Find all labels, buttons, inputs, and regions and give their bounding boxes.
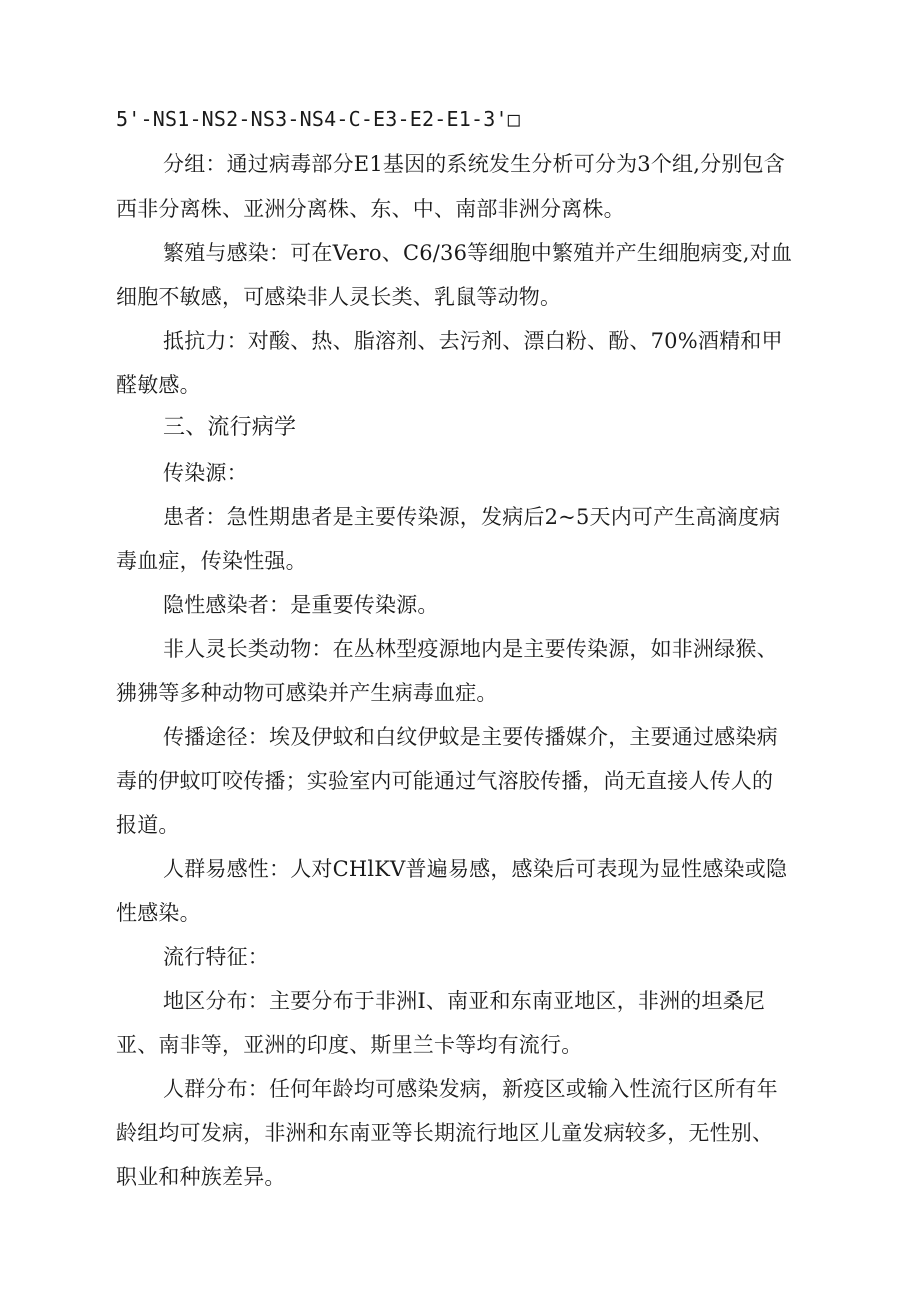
paragraph-source: 传染源：: [163, 461, 248, 485]
paragraph-transmission: 传播途径：埃及伊蚊和白纹伊蚊是主要传播媒介，主要通过感染病: [163, 725, 778, 749]
paragraph-latent-infected: 隐性感染者：是重要传染源。: [163, 593, 439, 617]
paragraph-grouping-cont: 西非分离株、亚洲分离株、东、中、南部非洲分离株。: [116, 197, 625, 221]
paragraph-population-end: 职业和种族差异。: [116, 1165, 286, 1189]
paragraph-patient-cont: 毒血症，传染性强。: [116, 549, 307, 573]
paragraph-propagation-cont: 细胞不敏感，可感染非人灵长类、乳鼠等动物。: [116, 285, 562, 309]
paragraph-epidemic-features: 流行特征：: [163, 945, 269, 969]
paragraph-resistance: 抵抗力：对酸、热、脂溶剂、去污剂、漂白粉、酚、70%酒精和甲: [163, 329, 783, 353]
paragraph-population: 人群分布：任何年龄均可感染发病，新疫区或输入性流行区所有年: [163, 1077, 778, 1101]
paragraph-patient: 患者：急性期患者是主要传染源，发病后2~5天内可产生高滴度病: [163, 505, 781, 529]
paragraph-grouping: 分组：通过病毒部分E1基因的系统发生分析可分为3个组,分别包含: [163, 152, 785, 176]
paragraph-propagation: 繁殖与感染：可在Vero、C6/36等细胞中繁殖并产生细胞病变,对血: [163, 241, 793, 265]
paragraph-transmission-end: 报道。: [116, 813, 180, 837]
genome-order-line: 5'-NS1-NS2-NS3-NS4-C-E3-E2-E1-3'□: [116, 107, 520, 131]
paragraph-resistance-cont: 醛敏感。: [116, 373, 201, 397]
paragraph-susceptibility-cont: 性感染。: [116, 901, 201, 925]
paragraph-population-cont: 龄组均可发病，非洲和东南亚等长期流行地区儿童发病较多，无性别、: [116, 1121, 774, 1145]
section-heading-epidemiology: 三、流行病学: [163, 415, 297, 440]
paragraph-region-cont: 亚、南非等，亚洲的印度、斯里兰卡等均有流行。: [116, 1033, 583, 1057]
paragraph-transmission-cont: 毒的伊蚊叮咬传播；实验室内可能通过气溶胶传播，尚无直接人传人的: [116, 769, 774, 793]
paragraph-primates: 非人灵长类动物：在丛林型疫源地内是主要传染源，如非洲绿猴、: [163, 637, 778, 661]
paragraph-primates-cont: 狒狒等多种动物可感染并产生病毒血症。: [116, 681, 498, 705]
paragraph-susceptibility: 人群易感性：人对CHlKV普遍易感，感染后可表现为显性感染或隐: [163, 857, 788, 881]
paragraph-region: 地区分布：主要分布于非洲I、南亚和东南亚地区，非洲的坦桑尼: [163, 989, 766, 1013]
